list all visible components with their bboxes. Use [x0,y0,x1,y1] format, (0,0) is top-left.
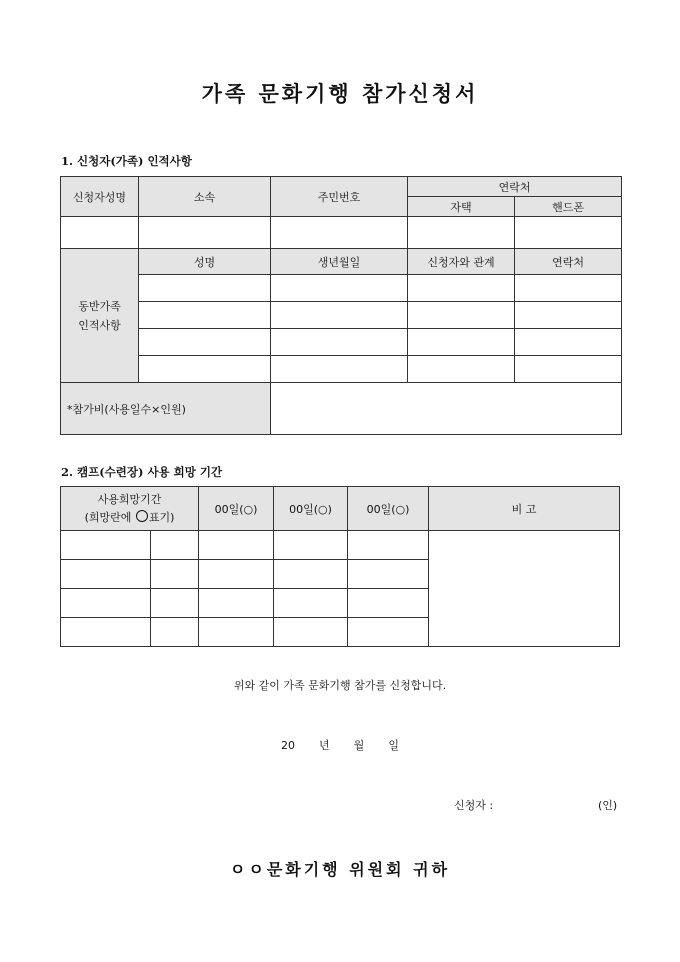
date-col-header: 00일(○) [348,487,429,531]
period-date-cell[interactable] [274,589,348,618]
addressee: ㅇㅇ문화기행 위원회 귀하 [229,860,451,879]
companion-relation-field[interactable] [408,302,515,329]
companion-name-field[interactable] [139,329,271,356]
companion-name-field[interactable] [139,275,271,302]
period-label [61,487,199,531]
companions-label: 동반가족 인적사항 [61,249,139,383]
date-col-header: 00일(○) [274,487,348,531]
companion-row [61,275,622,302]
period-mark-cell[interactable] [151,589,199,618]
period-date-cell[interactable] [274,531,348,560]
companion-name-field[interactable] [139,356,271,383]
period-name-cell[interactable] [61,560,151,589]
participation-fee-label: *참가비(사용일수×인원) [61,383,271,435]
mobile-phone-field[interactable] [515,217,622,249]
companion-name-field[interactable] [139,302,271,329]
companion-name-header: 성명 [139,249,271,275]
resident-number-header: 주민번호 [271,177,408,217]
date-col-header: 00일(○) [199,487,274,531]
companion-relation-header: 신청자와 관계 [408,249,515,275]
companion-birthdate-field[interactable] [271,275,408,302]
companion-contact-field[interactable] [515,329,622,356]
period-date-cell[interactable] [348,589,429,618]
companion-contact-field[interactable] [515,302,622,329]
period-date-cell[interactable] [348,531,429,560]
companion-row [61,356,622,383]
applicant-name-field[interactable] [61,217,139,249]
camp-period-table [60,486,620,647]
home-phone-header: 자택 [408,197,515,217]
application-statement: 위와 같이 가족 문화기행 참가를 신청합니다. [233,679,447,692]
period-date-cell[interactable] [348,618,429,647]
date-month-unit: 월 [353,739,365,752]
applicant-info-table [60,176,622,435]
signature-seal: (인) [598,799,618,812]
period-date-cell[interactable] [199,560,274,589]
period-label-line1: 사용희망기간 [97,492,162,506]
companion-birthdate-header: 생년월일 [271,249,408,275]
contact-header: 연락처 [408,177,622,197]
signature-label: 신청자 : [454,799,494,812]
period-mark-cell[interactable] [151,560,199,589]
participation-fee-field[interactable] [271,383,622,435]
companion-contact-header: 연락처 [515,249,622,275]
remarks-field[interactable] [429,531,620,647]
affiliation-header: 소속 [139,177,271,217]
period-date-cell[interactable] [199,531,274,560]
companion-row [61,329,622,356]
resident-number-field[interactable] [271,217,408,249]
companion-relation-field[interactable] [408,329,515,356]
period-row [61,531,620,560]
companion-birthdate-field[interactable] [271,329,408,356]
affiliation-field[interactable] [139,217,271,249]
period-name-cell[interactable] [61,531,151,560]
period-label-line2 [61,509,198,527]
circle-mark-icon [136,510,148,522]
period-label-line2-pre: (희망란에 [84,510,132,524]
companion-contact-field[interactable] [515,356,622,383]
period-mark-cell[interactable] [151,531,199,560]
mobile-phone-header: 핸드폰 [515,197,622,217]
period-name-cell[interactable] [61,589,151,618]
period-mark-cell[interactable] [151,618,199,647]
companion-relation-field[interactable] [408,356,515,383]
period-label-line2-post: 표기) [148,510,175,524]
period-date-cell[interactable] [274,560,348,589]
section1-heading: 1. 신청자(가족) 인적사항 [61,154,192,168]
date-day-unit: 일 [388,739,399,752]
applicant-input-row [61,217,622,249]
section2-heading: 2. 캠프(수련장) 사용 희망 기간 [61,465,223,479]
form-title: 가족 문화기행 참가신청서 [201,81,479,106]
period-name-cell[interactable] [61,618,151,647]
companion-birthdate-field[interactable] [271,302,408,329]
home-phone-field[interactable] [408,217,515,249]
companion-contact-field[interactable] [515,275,622,302]
application-date [0,737,680,753]
date-year: 20 [281,739,296,752]
remarks-header: 비 고 [429,487,620,531]
applicant-name-header: 신청자성명 [61,177,139,217]
period-date-cell[interactable] [274,618,348,647]
period-date-cell[interactable] [348,560,429,589]
date-year-unit: 년 [319,739,330,752]
period-date-cell[interactable] [199,618,274,647]
period-date-cell[interactable] [199,589,274,618]
companion-row [61,302,622,329]
companion-relation-field[interactable] [408,275,515,302]
companion-birthdate-field[interactable] [271,356,408,383]
